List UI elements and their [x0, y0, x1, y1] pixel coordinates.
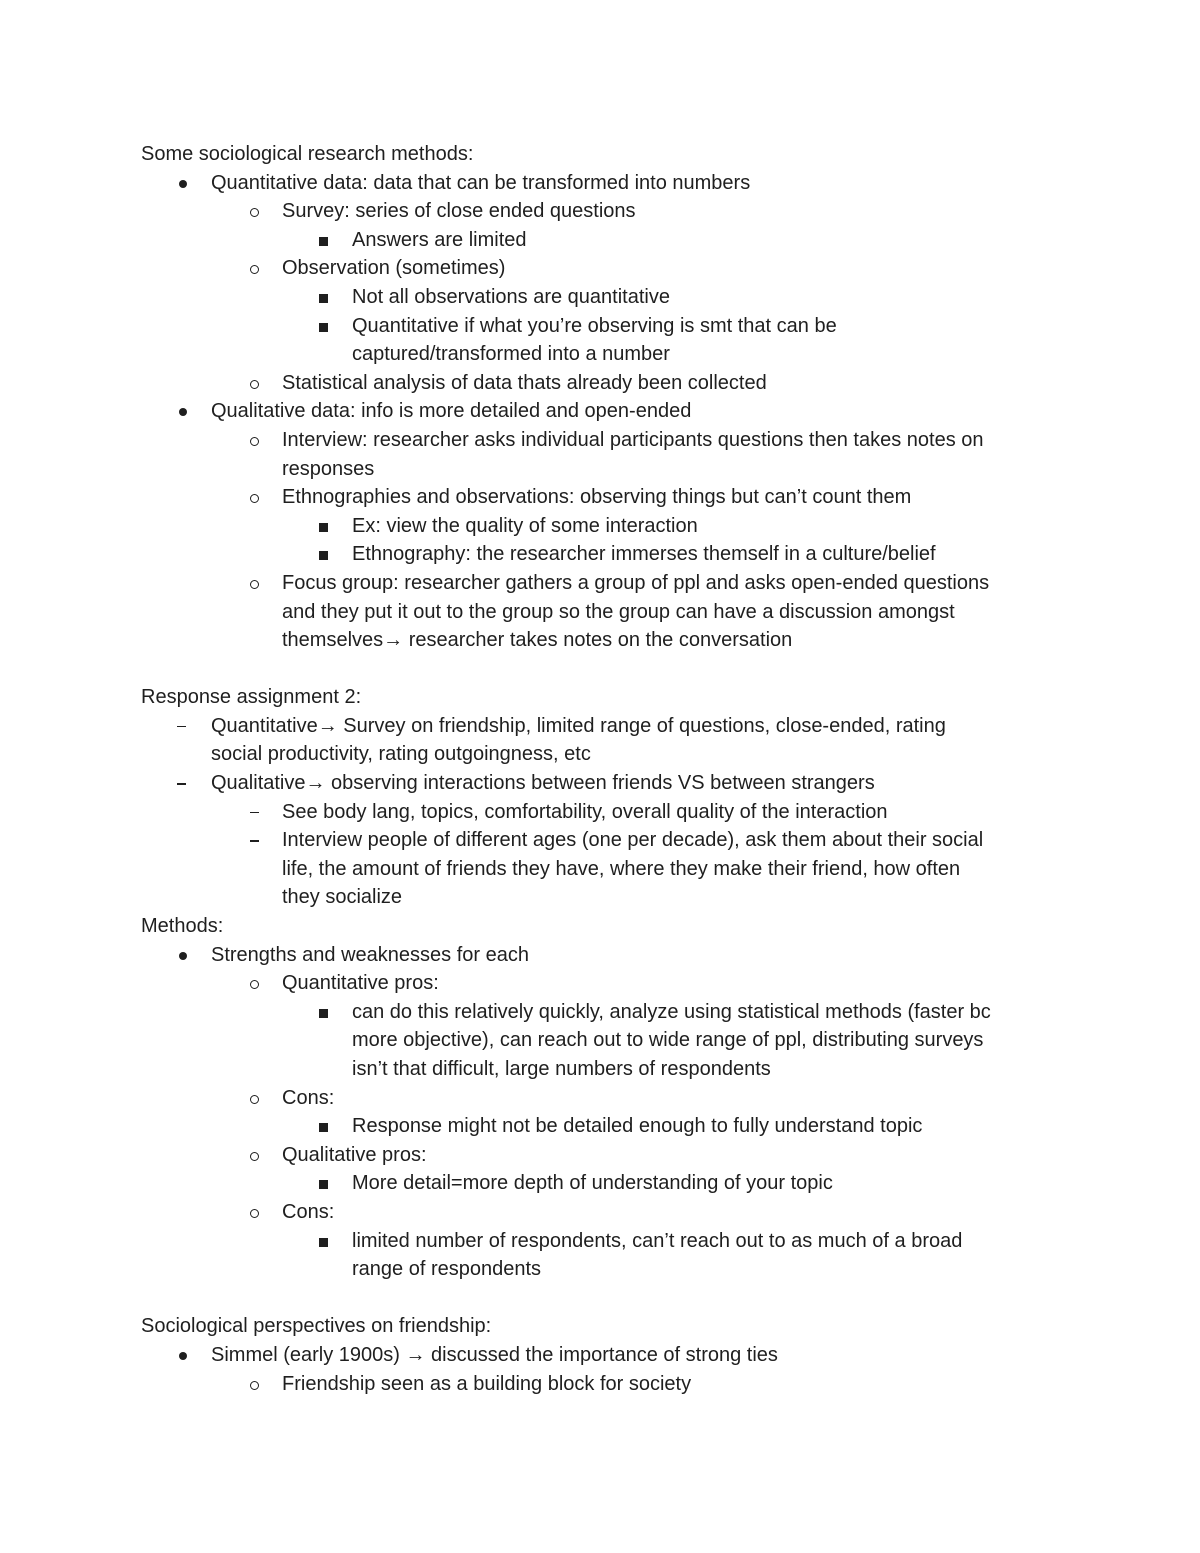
list-item	[0, 1141, 1200, 1170]
list-item-text: Cons:	[282, 1200, 335, 1223]
circle-bullet-icon	[250, 980, 259, 989]
list-item-text: Qualitative data: info is more detailed and open-ended	[211, 400, 692, 423]
list-item	[0, 769, 1200, 798]
circle-bullet-icon	[250, 208, 259, 217]
list-item-text: themselves→ researcher takes notes on the conversation	[282, 629, 793, 652]
list-item	[0, 254, 1200, 283]
list-item-text: responses	[282, 457, 375, 480]
list-item-text: they socialize	[282, 886, 403, 909]
disc-bullet-icon	[179, 1352, 187, 1360]
disc-bullet-icon	[179, 408, 187, 416]
list-item-text: isn’t that difficult, large numbers of respondents	[352, 1058, 771, 1080]
list-item-text: Ethnographies and observations: observing things but can’t count them	[282, 486, 912, 509]
list-item	[0, 226, 1200, 255]
list-item-text: Qualitative→ observing interactions between friends VS between strangers	[211, 772, 875, 795]
list-item-text: range of respondents	[352, 1258, 542, 1281]
list-item-continuation	[0, 883, 1200, 912]
section-heading: Methods:	[141, 915, 224, 938]
list-item	[0, 1112, 1200, 1141]
dash-bullet-icon	[250, 812, 259, 814]
section-heading: Some sociological research methods:	[141, 143, 474, 165]
list-item-text: captured/transformed into a number	[352, 343, 670, 366]
list-item-text: Cons:	[282, 1086, 335, 1109]
list-item	[0, 540, 1200, 569]
list-item	[0, 1370, 1200, 1399]
list-item-text: and they put it out to the group so the group can have a discussion amongst	[282, 600, 955, 623]
list-item-continuation	[0, 855, 1200, 884]
blank-line	[0, 655, 1200, 684]
list-item-text: Quantitative data: data that can be transformed into numbers	[211, 171, 751, 194]
circle-bullet-icon	[250, 1381, 259, 1390]
list-item-text: Focus group: researcher gathers a group of ppl and asks open-ended questions	[282, 571, 990, 594]
list-item-text: more objective), can reach out to wide range of ppl, distributing surveys	[352, 1029, 984, 1052]
list-item-text: See body lang, topics, comfortability, overall quality of the interaction	[282, 800, 888, 823]
list-item	[0, 798, 1200, 827]
square-bullet-icon	[319, 323, 328, 332]
dash-bullet-icon	[250, 840, 259, 842]
list-item	[0, 998, 1200, 1027]
list-item-text: Friendship seen as a building block for society	[282, 1372, 692, 1395]
list-item	[0, 1084, 1200, 1113]
list-item-text: Response might not be detailed enough to fully understand topic	[352, 1115, 923, 1138]
square-bullet-icon	[319, 294, 328, 303]
list-item-text: More detail=more depth of understanding of your topic	[352, 1172, 833, 1195]
document-body	[0, 140, 1200, 1398]
circle-bullet-icon	[250, 437, 259, 446]
list-item-text: Not all observations are quantitative	[352, 285, 670, 308]
list-item	[0, 197, 1200, 226]
list-item	[0, 826, 1200, 855]
list-item-text: Ex: view the quality of some interaction	[352, 514, 698, 537]
list-item	[0, 512, 1200, 541]
section-heading: Sociological perspectives on friendship:	[141, 1315, 492, 1338]
list-item-text: Answers are limited	[352, 228, 527, 251]
dash-bullet-icon	[177, 726, 186, 728]
list-item-continuation	[0, 740, 1200, 769]
list-item-text: Qualitative pros:	[282, 1143, 427, 1166]
list-item	[0, 1341, 1200, 1370]
list-item	[0, 483, 1200, 512]
list-item	[0, 712, 1200, 741]
circle-bullet-icon	[250, 1095, 259, 1104]
circle-bullet-icon	[250, 1209, 259, 1218]
list-item	[0, 569, 1200, 598]
disc-bullet-icon	[179, 180, 187, 188]
list-item	[0, 169, 1200, 198]
square-bullet-icon	[319, 1238, 328, 1247]
list-item-continuation	[0, 1255, 1200, 1284]
list-item	[0, 369, 1200, 398]
list-item-text: Quantitative pros:	[282, 972, 439, 995]
list-item-continuation	[0, 455, 1200, 484]
circle-bullet-icon	[250, 494, 259, 503]
list-item-text: social productivity, rating outgoingness, etc	[211, 743, 591, 766]
list-item-text: Survey: series of close ended questions	[282, 200, 636, 223]
list-item-text: Interview: researcher asks individual participants questions then takes notes on	[282, 428, 984, 451]
list-item	[0, 397, 1200, 426]
square-bullet-icon	[319, 1180, 328, 1189]
list-item-continuation	[0, 1026, 1200, 1055]
list-item	[0, 283, 1200, 312]
list-item-text: Observation (sometimes)	[282, 257, 506, 280]
circle-bullet-icon	[250, 1152, 259, 1161]
square-bullet-icon	[319, 237, 328, 246]
square-bullet-icon	[319, 1123, 328, 1132]
list-item-text: limited number of respondents, can’t reach out to as much of a broad	[352, 1229, 963, 1252]
circle-bullet-icon	[250, 380, 259, 389]
list-item-text: Quantitative→ Survey on friendship, limited range of questions, close-ended, rating	[211, 714, 946, 737]
list-item-continuation	[0, 598, 1200, 627]
list-item-text: can do this relatively quickly, analyze using statistical methods (faster bc	[352, 1000, 991, 1023]
circle-bullet-icon	[250, 580, 259, 589]
list-item-text: Interview people of different ages (one per decade), ask them about their social	[282, 829, 984, 852]
list-item-text: Ethnography: the researcher immerses themself in a culture/belief	[352, 543, 936, 566]
section-heading: Response assignment 2:	[141, 686, 362, 709]
list-item	[0, 312, 1200, 341]
circle-bullet-icon	[250, 265, 259, 274]
list-item-continuation	[0, 340, 1200, 369]
list-item	[0, 1169, 1200, 1198]
list-item	[0, 1198, 1200, 1227]
list-item	[0, 426, 1200, 455]
list-item	[0, 941, 1200, 970]
list-item-text: Statistical analysis of data thats already been collected	[282, 371, 767, 394]
disc-bullet-icon	[179, 952, 187, 960]
square-bullet-icon	[319, 523, 328, 532]
list-item-text: Strengths and weaknesses for each	[211, 943, 529, 966]
list-item	[0, 1227, 1200, 1256]
list-item-text: Quantitative if what you’re observing is smt that can be	[352, 314, 837, 337]
list-item-continuation	[0, 626, 1200, 655]
list-item	[0, 969, 1200, 998]
list-item-text: Simmel (early 1900s) → discussed the importance of strong ties	[211, 1343, 778, 1366]
square-bullet-icon	[319, 551, 328, 560]
list-item-text: life, the amount of friends they have, where they make their friend, how often	[282, 857, 961, 880]
list-item-continuation	[0, 1055, 1200, 1084]
square-bullet-icon	[319, 1009, 328, 1018]
dash-bullet-icon	[177, 783, 186, 785]
blank-line	[0, 1284, 1200, 1313]
